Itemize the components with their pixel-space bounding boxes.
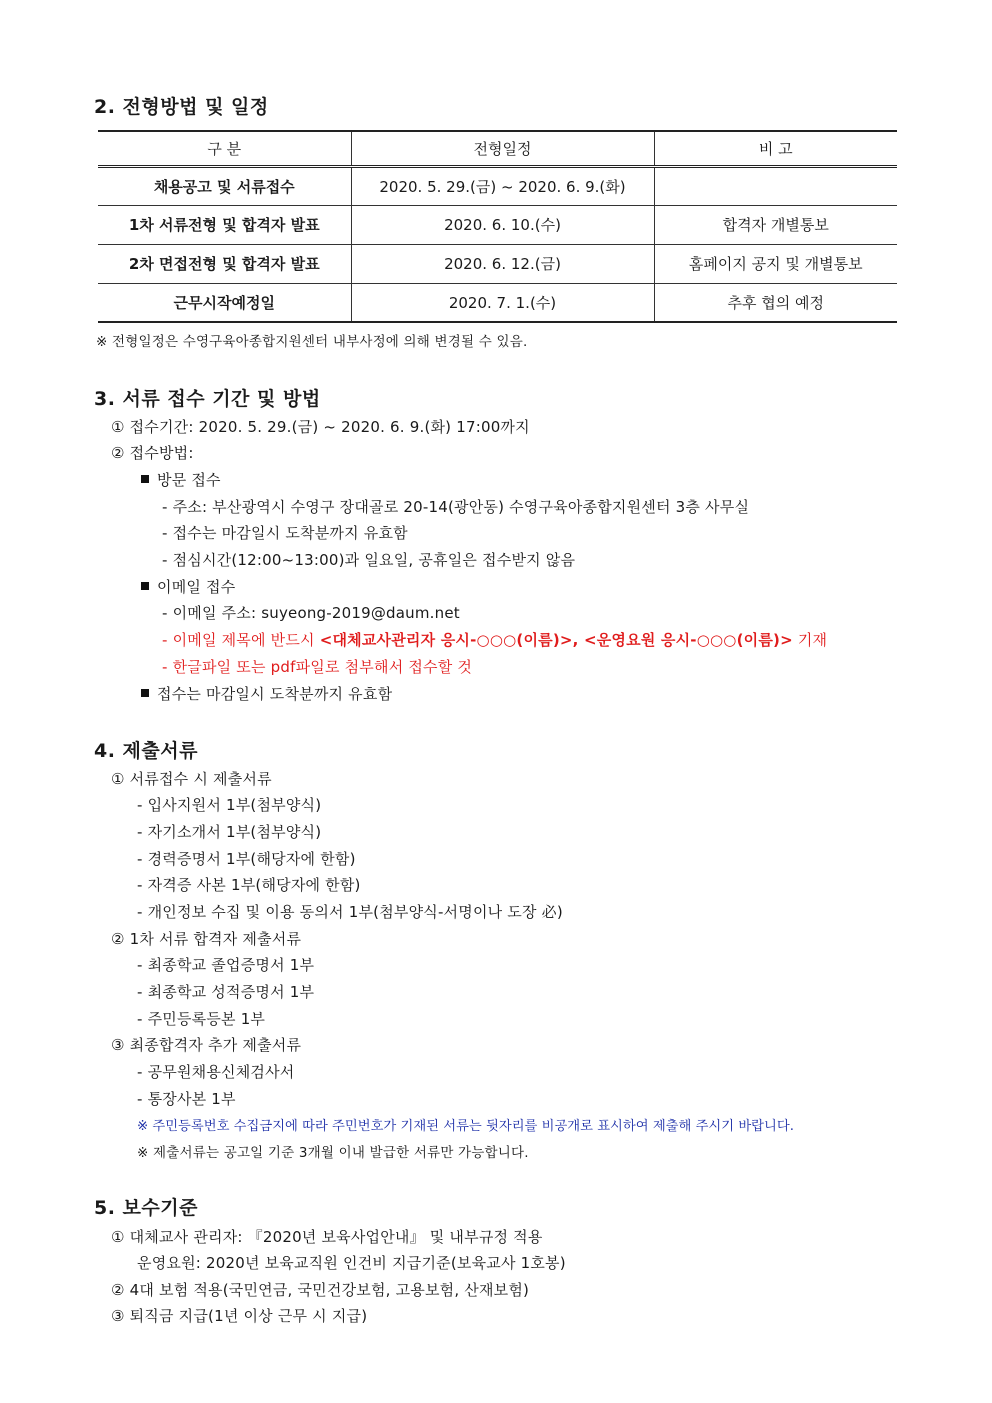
receipt-period: ① 접수기간: 2020. 5. 29.(금) ~ 2020. 6. 9.(화) 17:00까지 (111, 418, 530, 436)
list-item: - 통장사본 1부 (137, 1090, 236, 1108)
email-subject-format: <대체교사관리자 응시-○○○(이름)>, <운영요원 응시-○○○(이름)> (319, 631, 793, 649)
table-row (98, 166, 897, 205)
square-bullet-icon (141, 582, 149, 590)
list-item: - 최종학교 졸업증명서 1부 (137, 956, 315, 974)
table-cell: 근무시작예정일 (98, 283, 351, 322)
visit-address: - 주소: 부산광역시 수영구 장대골로 20-14(광안동) 수영구육아종합지원센터 3층 사무실 (162, 498, 750, 516)
table-cell: 합격자 개별통보 (654, 205, 897, 244)
section-3-title: 3. 서류 접수 기간 및 방법 (94, 388, 321, 410)
visit-receipt-heading (141, 469, 221, 490)
table-cell: 2020. 7. 1.(수) (351, 283, 654, 322)
table-cell (654, 166, 897, 205)
email-receipt-label: 이메일 접수 (157, 578, 236, 596)
table-cell: 2020. 6. 10.(수) (351, 205, 654, 244)
square-bullet-icon (141, 475, 149, 483)
list-item: - 자기소개서 1부(첨부양식) (137, 823, 322, 841)
issue-date-note: ※ 제출서류는 공고일 기준 3개월 이내 발급한 서류만 가능합니다. (137, 1145, 529, 1161)
list-item: - 자격증 사본 1부(해당자에 한함) (137, 876, 361, 894)
schedule-note: ※ 전형일정은 수영구육아종합지원센터 내부사정에 의해 변경될 수 있음. (96, 334, 528, 350)
list-item: - 입사지원서 1부(첨부양식) (137, 796, 322, 814)
email-subject-rule (162, 629, 827, 650)
table-cell: 2020. 5. 29.(금) ~ 2020. 6. 9.(화) (351, 166, 654, 205)
section-4-title: 4. 제출서류 (94, 740, 198, 762)
email-address: - 이메일 주소: suyeong-2019@daum.net (162, 604, 460, 622)
table-cell: 추후 협의 예정 (654, 283, 897, 322)
list-item: - 공무원채용신체검사서 (137, 1063, 295, 1081)
email-receipt-heading (141, 576, 235, 597)
receipt-method-label: ② 접수방법: (111, 444, 194, 462)
pay-standard-manager: ① 대체교사 관리자: 『2020년 보육사업안내』 및 내부규정 적용 (111, 1228, 543, 1246)
resident-number-note: ※ 주민등록번호 수집금지에 따라 주민번호가 기재된 서류는 뒷자리를 비공개로 표시하여 제출해 주시기 바랍니다. (137, 1119, 794, 1134)
schedule-table (98, 130, 897, 323)
email-subject-suffix: 기재 (792, 631, 828, 649)
table-row (98, 283, 897, 322)
list-item: - 개인정보 수집 및 이용 동의서 1부(첨부양식-서명이나 도장 必) (137, 903, 563, 921)
docs-group-3-title: ③ 최종합격자 추가 제출서류 (111, 1036, 302, 1054)
list-item: - 경력증명서 1부(해당자에 한함) (137, 850, 356, 868)
table-row (98, 244, 897, 283)
deadline-validity-label: 접수는 마감일시 도착분까지 유효함 (157, 685, 393, 703)
table-row (98, 205, 897, 244)
deadline-validity (141, 683, 392, 704)
severance-item: ③ 퇴직금 지급(1년 이상 근무 시 지급) (111, 1307, 368, 1325)
table-cell: 1차 서류전형 및 합격자 발표 (98, 205, 351, 244)
email-subject-prefix: - 이메일 제목에 반드시 (162, 631, 320, 649)
pay-standard-staff: 운영요원: 2020년 보육교직원 인건비 지급기준(보육교사 1호봉) (137, 1254, 566, 1272)
square-bullet-icon (141, 689, 149, 697)
table-cell: 채용공고 및 서류접수 (98, 166, 351, 205)
email-attachment-rule: - 한글파일 또는 pdf파일로 첨부해서 접수할 것 (162, 658, 473, 676)
list-item: - 최종학교 성적증명서 1부 (137, 983, 315, 1001)
table-header-row (98, 131, 897, 166)
visit-receipt-label: 방문 접수 (157, 471, 221, 489)
section-5-title: 5. 보수기준 (94, 1197, 198, 1219)
docs-group-1-title: ① 서류접수 시 제출서류 (111, 770, 272, 788)
table-cell: 홈페이지 공지 및 개별통보 (654, 244, 897, 283)
table-cell: 2차 면접전형 및 합격자 발표 (98, 244, 351, 283)
table-header-cell: 전형일정 (351, 131, 654, 166)
docs-group-2-title: ② 1차 서류 합격자 제출서류 (111, 930, 302, 948)
table-header-cell: 비 고 (654, 131, 897, 166)
section-2-title: 2. 전형방법 및 일정 (94, 96, 269, 118)
visit-closed-note: - 점심시간(12:00~13:00)과 일요일, 공휴일은 접수받지 않음 (162, 551, 576, 569)
insurance-item: ② 4대 보험 적용(국민연금, 국민건강보험, 고용보험, 산재보험) (111, 1281, 530, 1299)
list-item: - 주민등록등본 1부 (137, 1010, 266, 1028)
visit-deadline-note: - 접수는 마감일시 도착분까지 유효함 (162, 524, 408, 542)
table-header-cell: 구 분 (98, 131, 351, 166)
table-cell: 2020. 6. 12.(금) (351, 244, 654, 283)
